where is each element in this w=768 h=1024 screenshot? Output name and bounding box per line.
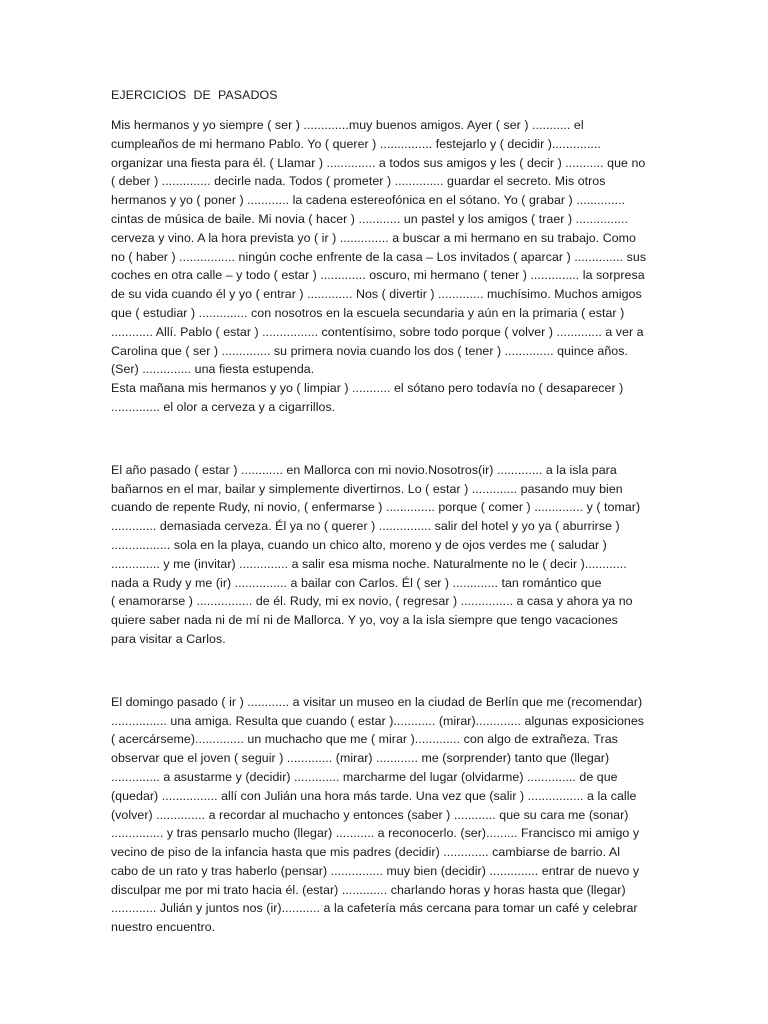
paragraph-line: nada a Rudy y me (ir) ............... a bailar con Carlos. Él ( ser ) ............. tan romántico que — [111, 575, 602, 590]
paragraph-line: ................. sola en la playa, cuando un chico alto, moreno y de ojos verdes me ( saludar ) — [111, 537, 607, 552]
paragraph-line: ( deber ) .............. decirle nada. Todos ( prometer ) .............. guardar el secreto. Mis otros — [111, 174, 606, 189]
paragraph-line: coches en otra calle – y todo ( estar ) ............. oscuro, mi hermano ( tener ) .............. la sorpresa — [111, 268, 645, 283]
paragraph-line: (volver) .............. a recordar al muchacho y entonces (saber ) ............ que su cara me (sonar) — [111, 807, 629, 822]
paragraph-line: ............ Allí. Pablo ( estar ) ................ contentísimo, sobre todo porque ( volver ) ............. a ver a — [111, 324, 644, 339]
paragraph-line: Esta mañana mis hermanos y yo ( limpiar ) ........... el sótano pero todavía no ( desaparecer ) — [111, 381, 624, 396]
paragraph-line: que ( estudiar ) .............. con nosotros en la escuela secundaria y aún en la primaria ( estar ) — [111, 305, 625, 320]
paragraph-line: ................ una amiga. Resulta que cuando ( estar )............ (mirar)............. algunas exposiciones — [111, 713, 645, 728]
paragraph-line: .............. a asustarme y (decidir) ............. marcharme del lugar (olvidarme) .............. de que — [111, 769, 618, 784]
paragraph-line: quiere saber nada ni de mí ni de Mallorca. Y yo, voy a la isla siempre que tengo vacaciones — [111, 613, 618, 628]
paragraph-line: bañarnos en el mar, bailar y simplemente divertirnos. Lo ( estar ) ............. pasando muy bien — [111, 481, 623, 496]
exercise-paragraph-2 — [111, 461, 663, 649]
exercise-paragraph-3 — [111, 693, 663, 937]
paragraph-line: cumpleaños de mi hermano Pablo. Yo ( querer ) ............... festejarlo y ( decidir ).............. — [111, 136, 601, 151]
paragraph-line: ( enamorarse ) ................ de él. Rudy, mi ex novio, ( regresar ) ............... a casa y ahora ya no — [111, 594, 633, 609]
paragraph-line: no ( haber ) ................ ningún coche enfrente de la casa – Los invitados ( aparcar ) .............. sus — [111, 249, 647, 264]
paragraph-line: El domingo pasado ( ir ) ............ a visitar un museo en la ciudad de Berlín que me (recomendar) — [111, 694, 643, 709]
paragraph-line: Carolina que ( ser ) .............. su primera novia cuando los dos ( tener ) .............. quince años. — [111, 343, 628, 358]
paragraph-line: cerveza y vino. A la hora prevista yo ( ir ) .............. a buscar a mi hermano en su trabajo. Como — [111, 230, 636, 245]
paragraph-line: ............. demasiada cerveza. Él ya no ( querer ) ............... salir del hotel y yo ya ( aburrirse ) — [111, 519, 620, 534]
paragraph-line: .............. el olor a cerveza y a cigarrillos. — [111, 399, 336, 414]
paragraph-line: para visitar a Carlos. — [111, 631, 226, 646]
paragraph-line: ............... y tras pensarlo mucho (llegar) ........... a reconocerlo. (ser)......... Francisco mi amigo y — [111, 826, 640, 841]
exercise-paragraph-1 — [111, 116, 663, 417]
paragraph-line: ............. Julián y juntos nos (ir)........... a la cafetería más cercana para tomar un café y celebrar — [111, 901, 638, 916]
paragraph-line: ( acercárseme).............. un muchacho que me ( mirar )............. con algo de extrañeza. Tras — [111, 732, 618, 747]
document-title: EJERCICIOS DE PASADOS — [111, 88, 278, 102]
paragraph-line: cuando de repente Rudy, ni novio, ( enfermarse ) .............. porque ( comer ) .............. y ( tomar) — [111, 500, 641, 515]
paragraph-line: (Ser) .............. una fiesta estupenda. — [111, 362, 315, 377]
paragraph-line: observar que el joven ( seguir ) ............. (mirar) ............ me (sorprender) tanto que (llegar) — [111, 751, 610, 766]
paragraph-line: Mis hermanos y yo siempre ( ser ) .............muy buenos amigos. Ayer ( ser ) ........... el — [111, 118, 584, 132]
paragraph-line: de su vida cuando él y yo ( entrar ) ............. Nos ( divertir ) ............. muchísimo. Muchos amigos — [111, 287, 642, 302]
paragraph-line: .............. y me (invitar) .............. a salir esa misma noche. Naturalmente no le ( decir )............ — [111, 556, 627, 571]
paragraph-line: cabo de un rato y tras haberlo (pensar) ............... muy bien (decidir) .............. entrar de nuevo y — [111, 863, 640, 878]
paragraph-line: cintas de música de baile. Mi novia ( hacer ) ............ un pastel y los amigos ( traer ) ............... — [111, 211, 629, 226]
paragraph-line: organizar una fiesta para él. ( Llamar ) .............. a todos sus amigos y les ( decir ) ........... que no — [111, 155, 646, 170]
paragraph-line: nuestro encuentro. — [111, 920, 216, 935]
paragraph-line: disculpar me por mi trato hacia él. (estar) ............. charlando horas y horas hasta que (llegar) — [111, 882, 626, 897]
paragraph-line: vecino de piso de la infancia hasta que mis padres (decidir) ............. cambiarse de barrio. Al — [111, 845, 621, 860]
document-content — [111, 86, 663, 937]
paragraph-line: (quedar) ................ allí con Julián una hora más tarde. Una vez que (salir ) ................ a la calle — [111, 788, 637, 803]
paragraph-line: El año pasado ( estar ) ............ en Mallorca con mi novio.Nosotros(ir) ............. a la isla para — [111, 462, 617, 477]
paragraph-line: hermanos y yo ( poner ) ............ la cadena estereofónica en el sótano. Yo ( grabar ) .............. — [111, 193, 626, 208]
